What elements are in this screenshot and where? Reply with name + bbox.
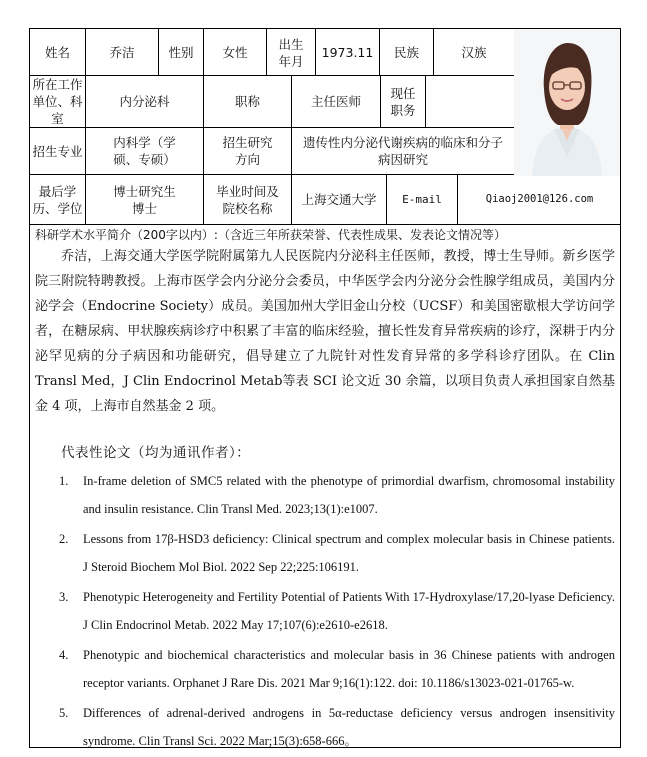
summary-paragraph: 乔洁，上海交通大学医学院附属第九人民医院内分泌科主任医师，教授，博士生导师。新乡医学院三附院特聘教授。上海市医学会内分泌分会委员，中华医学会内分泌分会性腺学组成员，美国内分泌学会（Endocrine Society）成员。美国加州大学旧金山分校（UCSF）和美国密歇根大学访问学者，在糖尿病、甲状腺疾病诊疗中积累了丰富的临床经验，擅长性发育异常疾病的诊疗，深耕于内分泌罕见病的分子病因和功能研究，倡导建立了九院针对性发育异常的多学科诊疗团队。在 Clin Transl Med，J Clin Endocrinol Metab等表 SCI 论文近 30 余篇，以项目负责人承担国家自然基金 4 项，上海市自然基金 2 项。: [35, 249, 615, 414]
degree-label: 最后学历、学位: [32, 183, 83, 216]
publication-number: 5.: [59, 706, 69, 720]
title-label: 职称: [234, 94, 260, 109]
publication-item: [59, 525, 615, 581]
name-label: 姓名: [44, 45, 70, 60]
portrait-illustration: [514, 29, 620, 176]
gender-value: 女性: [222, 45, 248, 60]
summary-body: [35, 244, 615, 419]
portrait-photo: [514, 29, 620, 176]
publication-item: [59, 583, 615, 639]
summary-heading: 科研学术水平简介（200字以内）:（含近三年所获荣誉、代表性成果、发表论文情况等）: [35, 228, 506, 242]
publication-number: 3.: [59, 590, 69, 604]
position-label: 现任职务: [390, 85, 416, 118]
publication-item: [59, 467, 615, 523]
publication-number: 1.: [59, 474, 69, 488]
unit-label: 所在工作单位、科室: [32, 77, 83, 126]
publication-list: [59, 467, 615, 757]
research-label: 招生研究方向: [222, 135, 273, 167]
major-label: 招生专业: [32, 143, 83, 159]
grad-value: 上海交通大学: [301, 192, 377, 207]
birth-label: 出生年月: [278, 36, 304, 69]
publication-number: 2.: [59, 532, 69, 546]
ethnicity-value: 汉族: [461, 45, 487, 60]
publication-citation: Differences of adrenal-derived androgens in 5α-reductase deficiency versus androgen insensitivity syndrome. Clin Transl Sci. 2022 Mar;15(3):658-666。: [83, 706, 615, 748]
position-value: [426, 76, 514, 127]
publication-citation: In-frame deletion of SMC5 related with the phenotype of primordial dwarfism, chromosomal instability and insulin resistance. Clin Transl Med. 2023;13(1):e1007.: [83, 474, 615, 516]
row-line-4: [29, 224, 621, 225]
ethnicity-label: 民族: [393, 45, 419, 60]
grad-label: 毕业时间及院校名称: [216, 183, 279, 216]
title-value: 主任医师: [310, 94, 361, 109]
birth-value: 1973.11: [321, 45, 374, 60]
gender-label: 性别: [168, 45, 194, 60]
unit-value: 内分泌科: [119, 94, 170, 109]
degree-value: 博士研究生博士: [113, 183, 176, 216]
publication-citation: Phenotypic Heterogeneity and Fertility Potential of Patients With 17-Hydroxylase/17,20-lyase Deficiency. J Clin Endocrinol Metab. 2022 May 17;107(6):e2610-e2618.: [83, 590, 615, 632]
email-value[interactable]: Qiaoj2001@126.com: [485, 193, 594, 205]
major-value: 内科学（学硕、专硕）: [113, 135, 176, 167]
research-value: 遗传性内分泌代谢疾病的临床和分子病因研究: [302, 135, 503, 167]
publication-item: [59, 699, 615, 755]
publication-item: [59, 641, 615, 697]
publication-citation: Lessons from 17β-HSD3 deficiency: Clinical spectrum and complex molecular basis in Chinese patients. J Steroid Biochem Mol Biol. 2022 Sep 22;225:106191.: [83, 532, 615, 574]
name-value: 乔洁: [109, 45, 135, 60]
email-label: E-mail: [402, 193, 442, 206]
publication-number: 4.: [59, 648, 69, 662]
publications-title: 代表性论文（均为通讯作者）：: [61, 445, 251, 461]
publication-citation: Phenotypic and biochemical characteristics and molecular basis in 36 Chinese patients with androgen receptor variants. Orphanet J Rare Dis. 2021 Mar 9;16(1):122. doi: 10.1186/s13023-021-01765-w.: [83, 648, 615, 690]
